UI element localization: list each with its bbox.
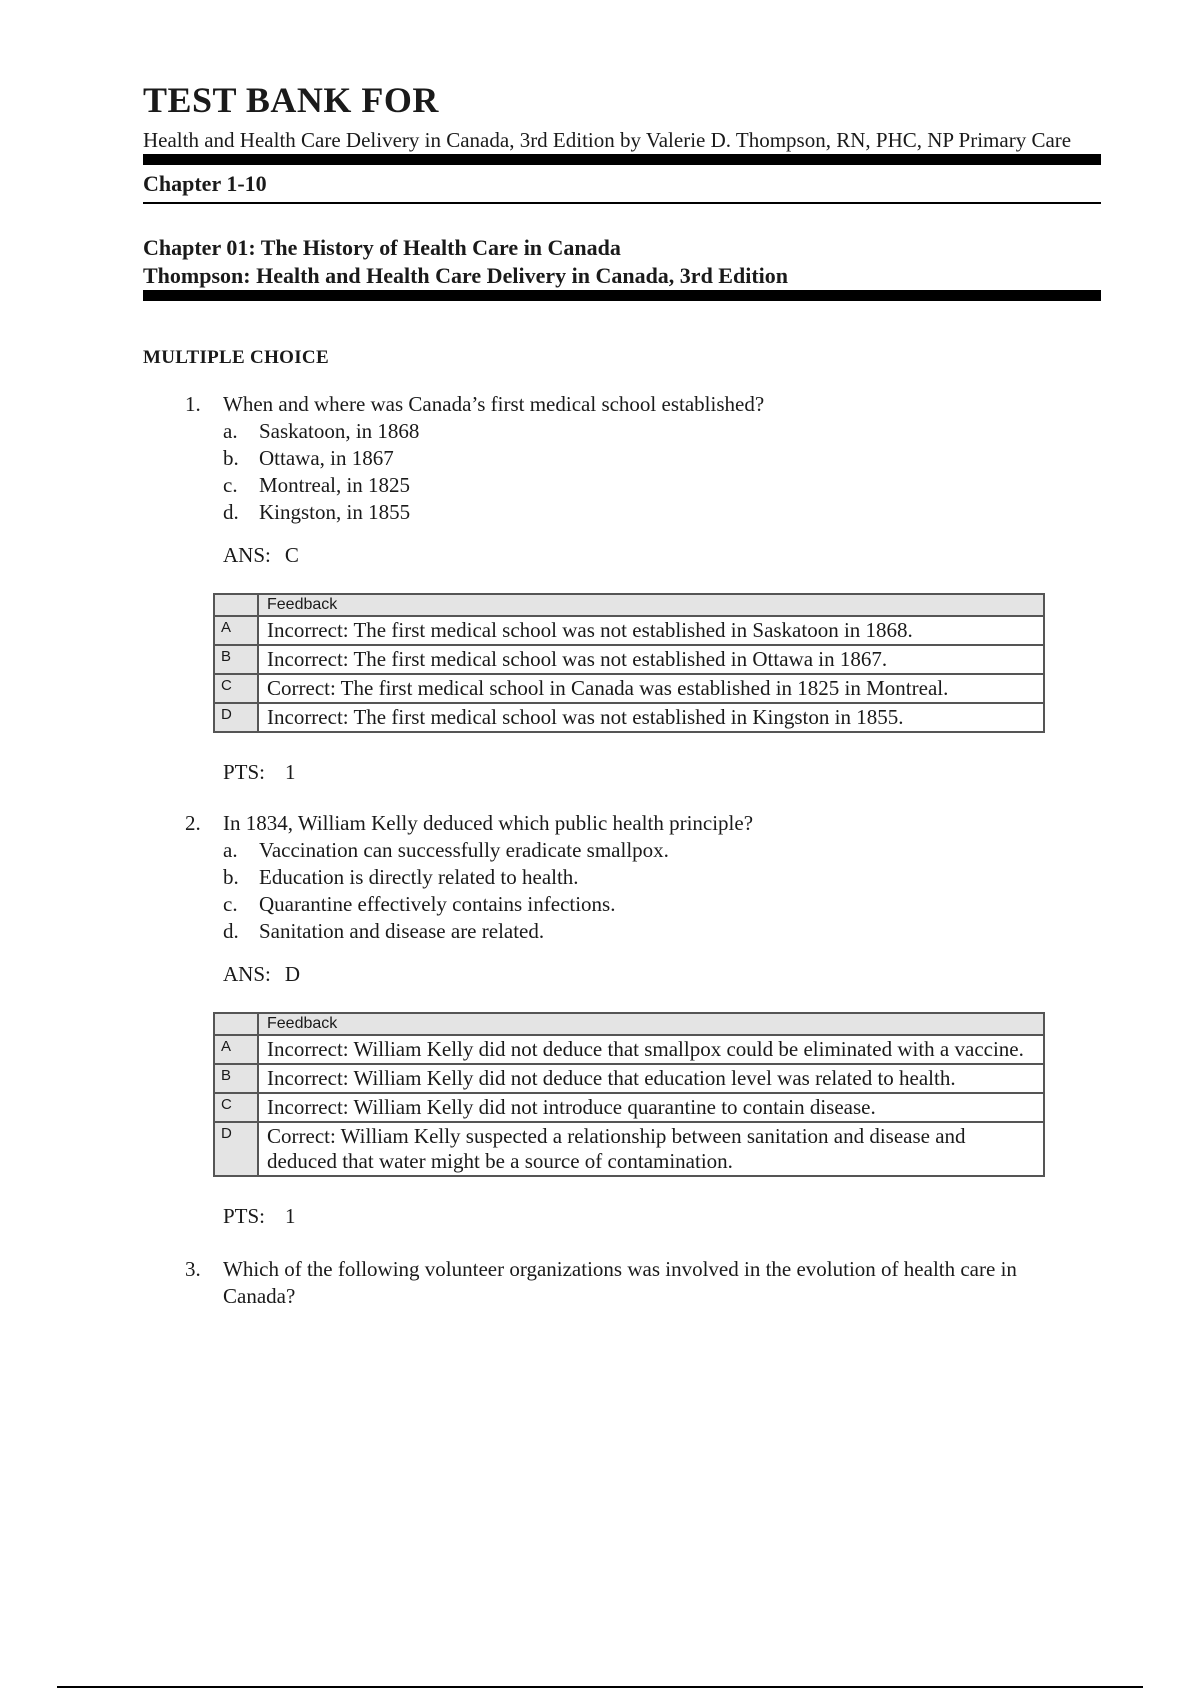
choice-b bbox=[223, 864, 1101, 891]
choice-text: Saskatoon, in 1868 bbox=[259, 419, 420, 443]
question-number: 2. bbox=[185, 811, 201, 835]
points-value: 1 bbox=[285, 1204, 296, 1228]
feedback-corner-cell bbox=[214, 1013, 258, 1035]
feedback-corner-cell bbox=[214, 594, 258, 616]
points-label: PTS: bbox=[223, 760, 266, 784]
choice-d bbox=[223, 918, 1101, 945]
choice-letter: c. bbox=[223, 473, 238, 497]
feedback-key: C bbox=[214, 1093, 258, 1122]
feedback-header-row bbox=[214, 1013, 1044, 1035]
choice-b bbox=[223, 445, 1101, 472]
points-label: PTS: bbox=[223, 1204, 266, 1228]
answer-label: ANS: bbox=[223, 962, 271, 986]
feedback-row bbox=[214, 674, 1044, 703]
feedback-key: B bbox=[214, 645, 258, 674]
feedback-key: B bbox=[214, 1064, 258, 1093]
feedback-row bbox=[214, 616, 1044, 645]
choice-text: Montreal, in 1825 bbox=[259, 473, 411, 497]
choice-list bbox=[223, 418, 1101, 526]
question-number: 3. bbox=[185, 1257, 201, 1281]
question-stem: When and where was Canada’s first medical school established? bbox=[223, 392, 765, 416]
choice-letter: a. bbox=[223, 838, 238, 862]
feedback-text: Incorrect: William Kelly did not introduce quarantine to contain disease. bbox=[258, 1093, 1044, 1122]
feedback-key: A bbox=[214, 616, 258, 645]
choice-text: Ottawa, in 1867 bbox=[259, 446, 394, 470]
feedback-text: Incorrect: The first medical school was not established in Kingston in 1855. bbox=[258, 703, 1044, 732]
chapter-title: Chapter 01: The History of Health Care in Canada bbox=[143, 235, 621, 260]
book-title: Thompson: Health and Health Care Delivery in Canada, 3rd Edition bbox=[143, 263, 788, 288]
choice-letter: d. bbox=[223, 919, 239, 943]
feedback-text: Incorrect: The first medical school was not established in Ottawa in 1867. bbox=[258, 645, 1044, 674]
chapter-heading-block bbox=[143, 234, 1101, 301]
feedback-header: Feedback bbox=[258, 1013, 1044, 1035]
feedback-key: D bbox=[214, 703, 258, 732]
feedback-row bbox=[214, 1035, 1044, 1064]
question-1 bbox=[143, 391, 1101, 786]
question-stem: Which of the following volunteer organizations was involved in the evolution of health care in Canada? bbox=[223, 1257, 1017, 1308]
feedback-text: Correct: William Kelly suspected a relationship between sanitation and disease and deduced that water might be a source of contamination. bbox=[258, 1122, 1044, 1176]
points-line bbox=[223, 759, 1101, 786]
feedback-text: Incorrect: William Kelly did not deduce that education level was related to health. bbox=[258, 1064, 1044, 1093]
answer-value: D bbox=[284, 962, 301, 986]
feedback-row bbox=[214, 1093, 1044, 1122]
feedback-header-row bbox=[214, 594, 1044, 616]
feedback-row bbox=[214, 645, 1044, 674]
section-heading: MULTIPLE CHOICE bbox=[143, 347, 329, 368]
document-title: TEST BANK FOR bbox=[143, 80, 439, 120]
question-number: 1. bbox=[185, 392, 201, 416]
answer-value: C bbox=[284, 543, 299, 567]
choice-d bbox=[223, 499, 1101, 526]
header-divider bbox=[143, 154, 1101, 165]
feedback-text: Incorrect: The first medical school was not established in Saskatoon in 1868. bbox=[258, 616, 1044, 645]
question-stem: In 1834, William Kelly deduced which public health principle? bbox=[223, 811, 754, 835]
choice-a bbox=[223, 837, 1101, 864]
feedback-table bbox=[213, 593, 1045, 733]
choice-a bbox=[223, 418, 1101, 445]
choice-letter: b. bbox=[223, 446, 239, 470]
chapter-divider bbox=[143, 290, 1101, 301]
chapter-range: Chapter 1-10 bbox=[143, 165, 1101, 204]
document-page bbox=[143, 80, 1101, 1310]
feedback-row bbox=[214, 703, 1044, 732]
choice-letter: d. bbox=[223, 500, 239, 524]
points-line bbox=[223, 1203, 1101, 1230]
choice-letter: b. bbox=[223, 865, 239, 889]
feedback-key: D bbox=[214, 1122, 258, 1176]
question-2 bbox=[143, 810, 1101, 1230]
feedback-table bbox=[213, 1012, 1045, 1177]
answer-label: ANS: bbox=[223, 543, 271, 567]
feedback-header: Feedback bbox=[258, 594, 1044, 616]
feedback-key: A bbox=[214, 1035, 258, 1064]
choice-text: Vaccination can successfully eradicate smallpox. bbox=[259, 838, 669, 862]
choice-text: Kingston, in 1855 bbox=[259, 500, 411, 524]
choice-text: Quarantine effectively contains infections. bbox=[259, 892, 616, 916]
footer-divider bbox=[57, 1686, 1143, 1688]
feedback-text: Incorrect: William Kelly did not deduce that smallpox could be eliminated with a vaccine. bbox=[258, 1035, 1044, 1064]
answer-line bbox=[223, 961, 1101, 988]
choice-c bbox=[223, 891, 1101, 918]
points-value: 1 bbox=[285, 760, 296, 784]
feedback-text: Correct: The first medical school in Canada was established in 1825 in Montreal. bbox=[258, 674, 1044, 703]
answer-line bbox=[223, 542, 1101, 569]
feedback-row bbox=[214, 1122, 1044, 1176]
choice-text: Sanitation and disease are related. bbox=[259, 919, 545, 943]
choice-c bbox=[223, 472, 1101, 499]
choice-list bbox=[223, 837, 1101, 945]
feedback-key: C bbox=[214, 674, 258, 703]
question-3 bbox=[143, 1256, 1101, 1310]
choice-letter: c. bbox=[223, 892, 238, 916]
choice-letter: a. bbox=[223, 419, 238, 443]
document-subtitle: Health and Health Care Delivery in Canada, 3rd Edition by Valerie D. Thompson, RN, PHC, NP Primary Care bbox=[143, 128, 1072, 152]
choice-text: Education is directly related to health. bbox=[259, 865, 579, 889]
feedback-row bbox=[214, 1064, 1044, 1093]
